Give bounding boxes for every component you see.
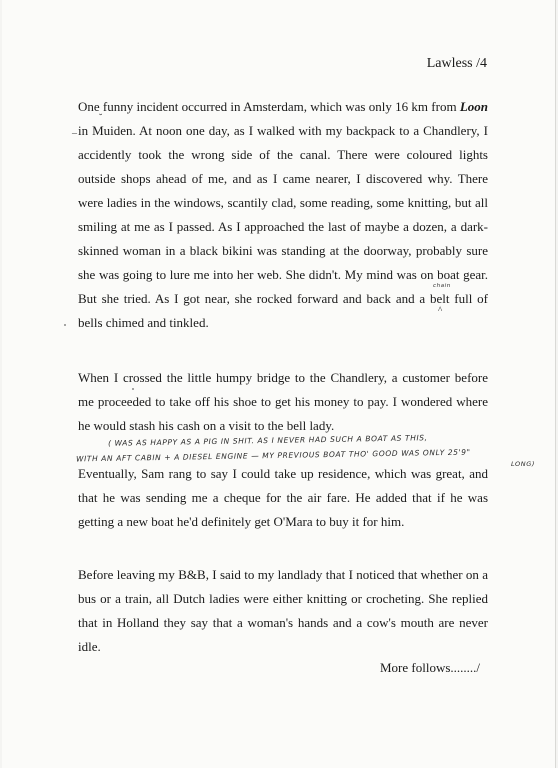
- page-header: Lawless /4: [426, 56, 487, 71]
- paragraph-text: in Muiden. At noon one day, as I walked with my backpack to a Chandlery, I accidently took the wrong side of the canal. There were coloured lights outside shops ahead of me, and as I came nearer, I discovered why. There were ladies in the windows, scantily clad, some reading, some knitting, but all smiling at me as I passed. As I approached the last of maybe a dozen, a dark-skinned woman in a black bikini was standing at the doorway, probably sure she was going to lure me into her web. She didn't. My mind was on boat gear. But she tried. As I got near, she rocked forward and back and a belt full of bells chimed and tinkled.: [78, 123, 488, 330]
- more-follows-footer: More follows......../: [380, 660, 481, 675]
- breve-mark: ˘: [99, 113, 103, 124]
- paragraph-text: When I crossed the little humpy bridge to the Chandlery, a customer before me proceeded to take off his shoe to get his money to pay. I wondered where he would stash his cash on a visit to the bell lady.: [78, 370, 488, 433]
- paragraph-amsterdam: [78, 95, 488, 335]
- handwritten-note-line-2: WITH AN AFT CABIN + A DIESEL ENGINE — MY PREVIOUS BOAT THO' GOOD WAS ONLY 25'9": [75, 447, 471, 464]
- handwritten-note-line-1: ( WAS AS HAPPY AS A PIG IN SHIT. AS I NEVER HAD SUCH A BOAT AS THIS,: [107, 433, 428, 448]
- paragraph-dutch-ladies: Before leaving my B&B, I said to my landlady that I noticed that whether on a bus or a train, all Dutch ladies were either knitting or crocheting. She replied that in Holland they say that a woman's hands and a cow's mouth are never idle.: [78, 567, 488, 654]
- handwritten-note-line-3: LONG): [511, 460, 535, 468]
- scan-speck: [132, 388, 134, 390]
- margin-dash-mark: –: [72, 128, 77, 139]
- boat-name-loon: Loon: [459, 99, 488, 114]
- insert-caret: ^: [438, 305, 443, 315]
- paragraph-text: Eventually, Sam rang to say I could take up residence, which was great, and that he was sending me a cheque for the air fare. He added that if he was getting a new boat he'd definitely get O'Mara to buy it for him.: [78, 466, 488, 529]
- paragraph-text: One funny incident occurred in Amsterdam, which was only 16 km from: [78, 99, 460, 114]
- scan-speck: [64, 324, 66, 326]
- handwritten-insert-chain: chain: [433, 283, 451, 289]
- document-page: [2, 0, 556, 768]
